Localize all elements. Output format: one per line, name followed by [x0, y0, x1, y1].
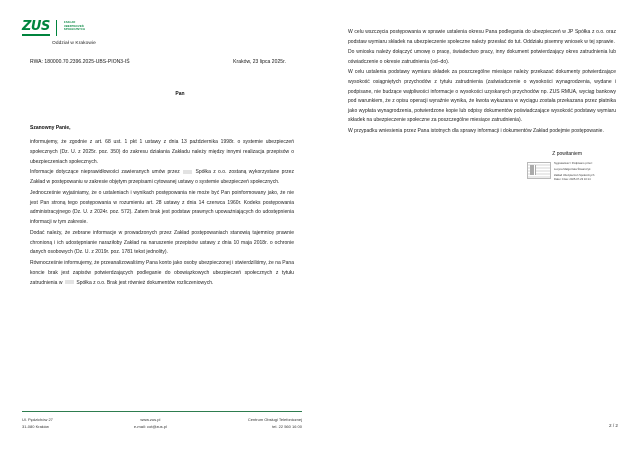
- logo-word-line-3: SPOŁECZNYCH: [63, 28, 86, 32]
- reference-row: [22, 59, 298, 65]
- paragraph: W celu wszczęcia postępowania w sprawie ustalenia okresu Pana podlegania do ubezpieczeń w JP Spółka z o.o. oraz podstaw wymiaru składek na ubezpieczenie społeczne należy przesłać do tut. Oddziału pisemny wniosek w tej sprawie.: [348, 29, 616, 45]
- addressee-label: Pan: [175, 91, 185, 97]
- case-number: RWA: 180000.70.2396.2025-UBS-PION3-IŚ: [30, 59, 130, 65]
- footer-address-line-1: Ul. Pędzichów 27: [22, 417, 53, 422]
- paragraph: W przypadku wniesienia przez Pana istotnych dla sprawy informacji i dokumentów Zakład podejmie postępowanie.: [348, 127, 604, 134]
- footer-web: [53, 416, 248, 430]
- place-and-date: Kraków, 23 lipca 2025r.: [233, 59, 286, 65]
- page-number: 2 / 2: [609, 423, 618, 428]
- paragraph: informujemy, że zgodnie z art. 68 ust. 1 pkt 1 ustawy z dnia 13 października 1998r. o systemie ubezpieczeń społecznych (Dz. U. z 2025r. poz. 350) do zakresu działania Zakładu należy między innymi realizacja przepisów o ubezpieczeniach społecznych.: [30, 139, 294, 165]
- paragraph: Jednocześnie wyjaśniamy, że o ustaleniach i wynikach postępowania nie może być Pan poinformowany jako, że nie jest Pan stroną tego postępowania w rozumieniu art. 28 ustawy z dnia 14 czerwca 1960r. Kodeks postępowania administracyjnego (Dz. U. z 2024r. poz. 572). Zatem brak jest podstaw prawnych upoważniających do udostępnienia informacji w tym zakresie.: [30, 189, 294, 225]
- page-footer: [22, 411, 302, 430]
- signature-role: Sygnatariusz / Podpisano przez:: [554, 161, 593, 165]
- footer-address-line-2: 31-080 Kraków: [22, 424, 49, 429]
- footer-address: [22, 416, 53, 430]
- zus-logo: [22, 20, 298, 36]
- letter-body-page-2: [344, 28, 618, 137]
- document-page-2: [320, 0, 640, 452]
- paragraph-with-redaction: Informacje dotyczące nieprawidłowości zawieranych umów przez Spółka z o.o. zostaną wykorzystane przez Zakład w postępowaniu w zakresie objętym przepisami cytowanej ustawy o systemie ubezpieczeń społecznych.: [30, 169, 294, 185]
- signature-name: Lucyna Małgorzata Ślosarczyk: [554, 167, 591, 171]
- paragraph: W celu ustalenia podstawy wymiaru składek za poszczególne miesiące należy przekazać dokumenty potwierdzające wysokość osiągniętych przychodów z tytułu zatrudnienia (zaświadczenie o wysokości wynagrodzenia, wydane i podpisane, nie budzące wątpliwości informacje o wysokości uzyskanych przychodów np. ZUS RMUA, wyciąg bankowy pod warunkiem, że z opisu operacji wyraźnie wynika, że kwota wykazana w wyciągu została przekazana przez płatnika jako wypłata wynagrodzenia, potwierdzone kopie lub odpisy dokumentów poświadczające wysokość podstawy wymiaru składek na ubezpieczenie społeczne za poszczególne miesiące zatrudnienia).: [348, 69, 616, 124]
- footer-divider: [22, 411, 302, 412]
- signature-org: Zakład Ubezpieczeń Społecznych: [554, 173, 595, 177]
- paragraph: Dodać należy, że zebrane informacje w prowadzonych przez Zakład postępowaniach stanowią tajemnicę prawnie chronioną i ich udostępnianie naraziłoby Zakład na naruszenie przepisów ustawy z dnia 10 maja 2018r. o ochronie danych osobowych (Dz. U. z 2019r. poz. 1781 tekst jednolity).: [30, 229, 294, 256]
- logo-divider: [56, 20, 57, 36]
- zus-logo-mark: ZUS: [22, 19, 50, 34]
- footer-contact-title: Centrum Obsługi Telefonicznej: [247, 417, 302, 422]
- signature-area: [344, 151, 618, 184]
- salutation: Szanowny Panie,: [30, 125, 71, 131]
- redacted-company-name: [65, 280, 74, 284]
- digital-signature-block: [527, 162, 612, 182]
- paragraph-with-redaction-2: Równocześnie informujemy, że przeanalizowaliśmy Pana konto jako osoby ubezpieczonej i stwierdziliśmy, że na Pana koncie brak jest zapisów potwierdzających podleganie do obowiązkowych ubezpieczeń społecznych z tytułu zatrudnienia w Spółka z o.o. Brak jest również dokumentów rozliczeniowych.: [30, 260, 294, 286]
- logo-word-line-1: ZAKŁAD: [63, 21, 76, 24]
- zus-logo-wordmark: [64, 20, 85, 32]
- footer-email[interactable]: e-mail: cot@zus.pl: [133, 424, 167, 429]
- paragraph: Do wniosku należy dołączyć umowę o pracę, świadectwo pracy, inny dokument potwierdzający okres zatrudnienia lub oświadczenie o okresie zatrudnienia (od–do).: [348, 49, 616, 65]
- footer-contact-phone: tel. 22 560 16 00: [272, 424, 302, 429]
- branch-office: Oddział w Krakowie: [52, 41, 96, 46]
- logo-word-line-2: UBEZPIECZEŃ: [63, 24, 84, 28]
- signature-seal-icon: [527, 162, 551, 179]
- footer-contact: [248, 416, 302, 430]
- redacted-company-name: [183, 170, 192, 174]
- letter-body-page-1: [22, 125, 298, 288]
- signature-date: Data i Czas: 2025-07-23 10:14: [554, 177, 591, 181]
- letterhead: [22, 20, 298, 46]
- closing-phrase: Z powitaniem: [552, 150, 582, 157]
- footer-website[interactable]: www.zus.pl: [140, 417, 161, 422]
